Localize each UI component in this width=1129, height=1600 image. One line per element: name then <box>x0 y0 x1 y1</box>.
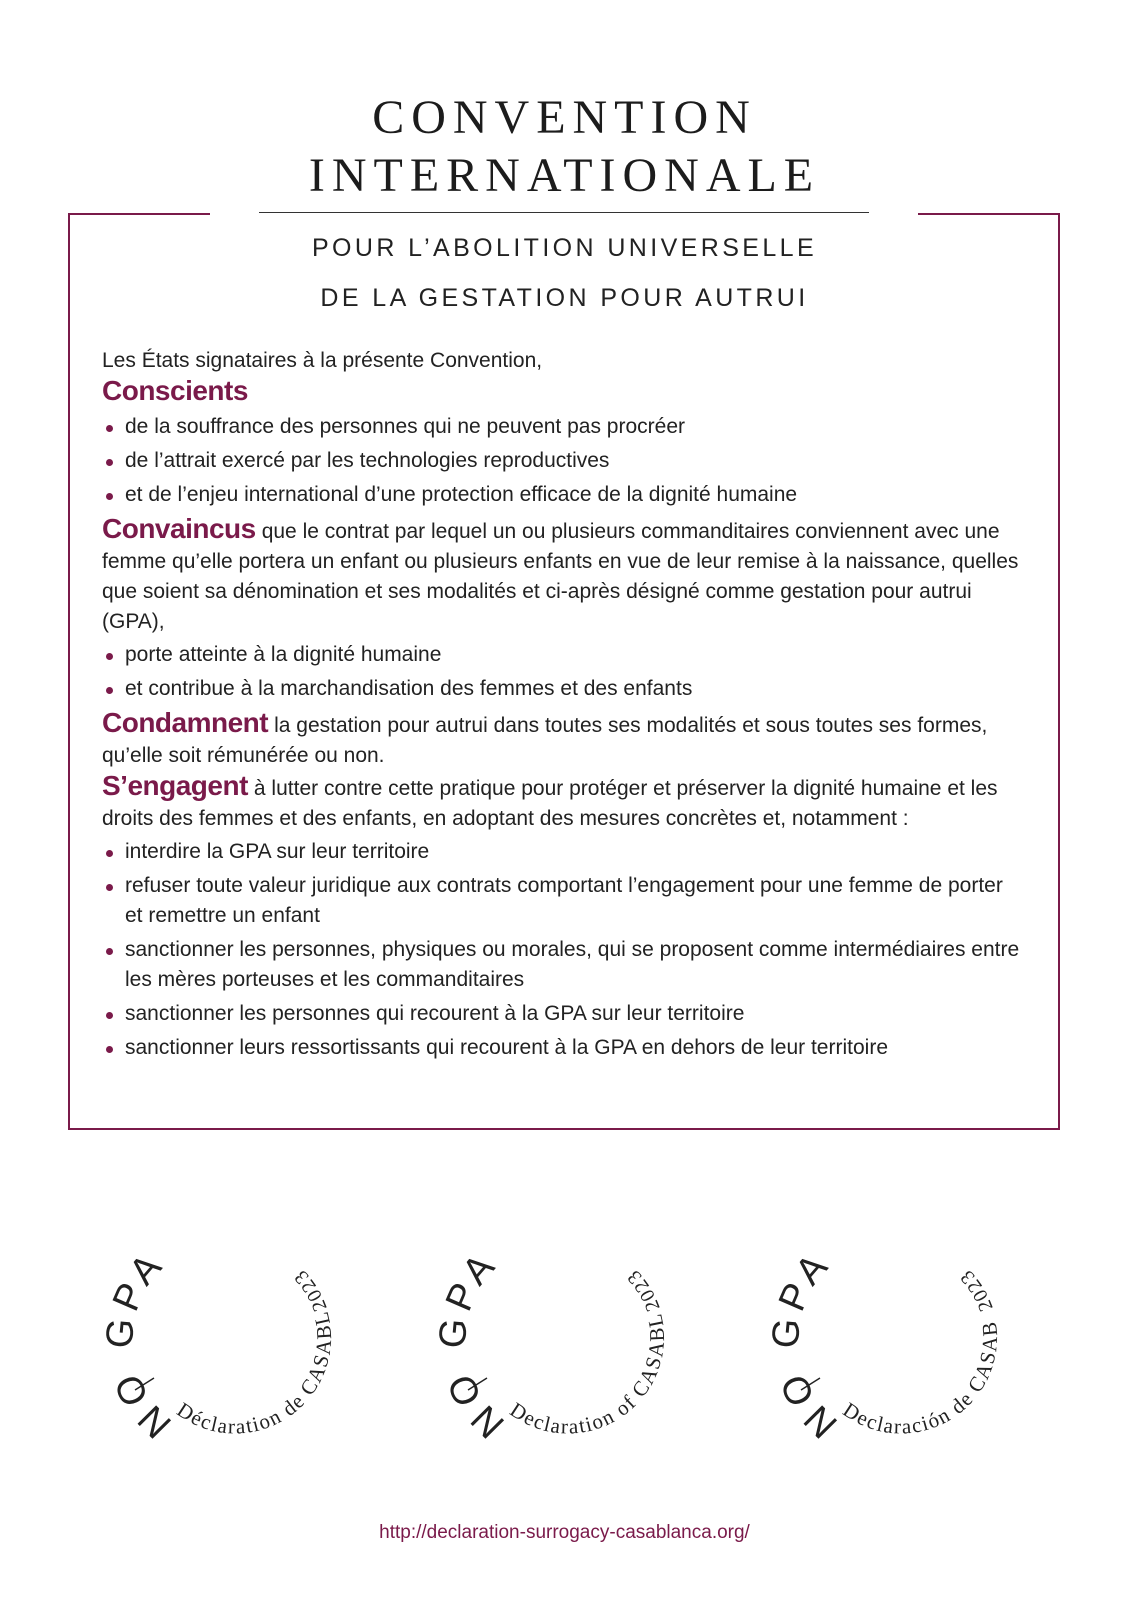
convention-body <box>102 346 1026 1067</box>
section-convaincus <box>102 514 1026 637</box>
svg-text:NO GPA <box>99 1242 180 1446</box>
list-item: et de l’enjeu international d’une protection efficace de la dignité humaine <box>102 480 1026 510</box>
list-item: sanctionner les personnes, physiques ou morales, qui se proposent comme intermédiaires entre les mères porteuses et les commanditaires <box>102 935 1026 995</box>
sengagent-list <box>102 837 1026 1063</box>
svg-text:NO GPA <box>765 1242 846 1446</box>
title-line-2: INTERNATIONALE <box>308 149 821 202</box>
list-item: et contribue à la marchandisation des femmes et des enfants <box>102 674 1026 704</box>
seal-year: 2023 <box>621 1264 665 1315</box>
subtitle-line-1: POUR L’ABOLITION UNIVERSELLE <box>311 234 818 262</box>
website-link[interactable]: http://declaration-surrogacy-casablanca.org/ <box>379 1522 750 1543</box>
keyword-sengagent: S’engagent <box>102 770 248 801</box>
keyword-conscients: Conscients <box>102 375 248 406</box>
convaincus-list <box>102 640 1026 704</box>
section-sengagent <box>102 771 1026 834</box>
seal-arc-text: Déclaration de CASABLANCA <box>172 1308 337 1439</box>
intro-text: Les États signataires à la présente Convention, <box>102 349 543 372</box>
keyword-condamnent: Condamnent <box>102 707 269 738</box>
seal-no-gpa: NO GPA <box>431 1241 513 1446</box>
list-item: sanctionner leurs ressortissants qui recourent à la GPA en dehors de leur territoire <box>102 1033 1026 1063</box>
frame-right <box>1058 213 1060 1130</box>
seal-graphic <box>431 1220 685 1460</box>
svg-text:2023 <box>955 1264 998 1314</box>
seal-year: 2023 <box>954 1264 998 1315</box>
seal-spanish <box>764 1220 1018 1460</box>
svg-text:Declaración de CASABLANCA <box>839 1319 1002 1438</box>
svg-text:2023 <box>622 1264 665 1314</box>
frame-left <box>68 213 70 1130</box>
frame-bottom <box>68 1128 1060 1130</box>
seal-no-gpa: NO GPA <box>764 1241 846 1446</box>
list-item: sanctionner les personnes qui recourent à la GPA sur leur territoire <box>102 999 1026 1029</box>
svg-text:Déclaration de CASABLANCA <box>173 1308 336 1438</box>
keyword-convaincus: Convaincus <box>102 513 256 544</box>
frame-top-left <box>68 213 210 215</box>
seal-year: 2023 <box>288 1264 332 1315</box>
convaincus-text: que le contrat par lequel un ou plusieurs commanditaires conviennent avec une femme qu’elle portera un enfant ou plusieurs enfants en vue de leur remise à la naissance, quelles que soient sa dénomination et ses modalités et ci-après désigné comme gestation pour autrui (GPA), <box>102 520 1019 633</box>
list-item: porte atteinte à la dignité humaine <box>102 640 1026 670</box>
title-line-1: CONVENTION <box>372 91 757 144</box>
section-condamnent <box>102 708 1026 771</box>
subtitle-line-2: DE LA GESTATION POUR AUTRUI <box>320 284 809 312</box>
conscients-list <box>102 412 1026 510</box>
seal-arc-text: Declaración de CASABLANCA <box>838 1319 1003 1439</box>
seal-graphic <box>98 1220 352 1460</box>
seal-arc-text: Declaration of CASABLANCA <box>505 1310 670 1439</box>
frame-top-right <box>918 213 1060 215</box>
condamnent-text: la gestation pour autrui dans toutes ses modalités et sous toutes ses formes, qu’elle soit rémunérée ou non. <box>102 714 988 767</box>
svg-text:2023 <box>289 1264 332 1314</box>
list-item: de l’attrait exercé par les technologies reproductives <box>102 446 1026 476</box>
svg-text:NO GPA <box>432 1242 513 1446</box>
list-item: de la souffrance des personnes qui ne peuvent pas procréer <box>102 412 1026 442</box>
seal-no-gpa: NO GPA <box>98 1241 180 1446</box>
seal-french <box>98 1220 352 1460</box>
list-item: interdire la GPA sur leur territoire <box>102 837 1026 867</box>
seal-graphic <box>764 1220 1018 1460</box>
seal-english <box>431 1220 685 1460</box>
section-conscients <box>102 376 1026 409</box>
title-divider <box>259 212 869 213</box>
sengagent-text: à lutter contre cette pratique pour protéger et préserver la dignité humaine et les droits des femmes et des enfants, en adoptant des mesures concrètes et, notamment : <box>102 777 998 830</box>
list-item: refuser toute valeur juridique aux contrats comportant l’engagement pour une femme de porter et remettre un enfant <box>102 871 1026 931</box>
svg-text:Declaration of CASABLANCA <box>506 1311 669 1439</box>
